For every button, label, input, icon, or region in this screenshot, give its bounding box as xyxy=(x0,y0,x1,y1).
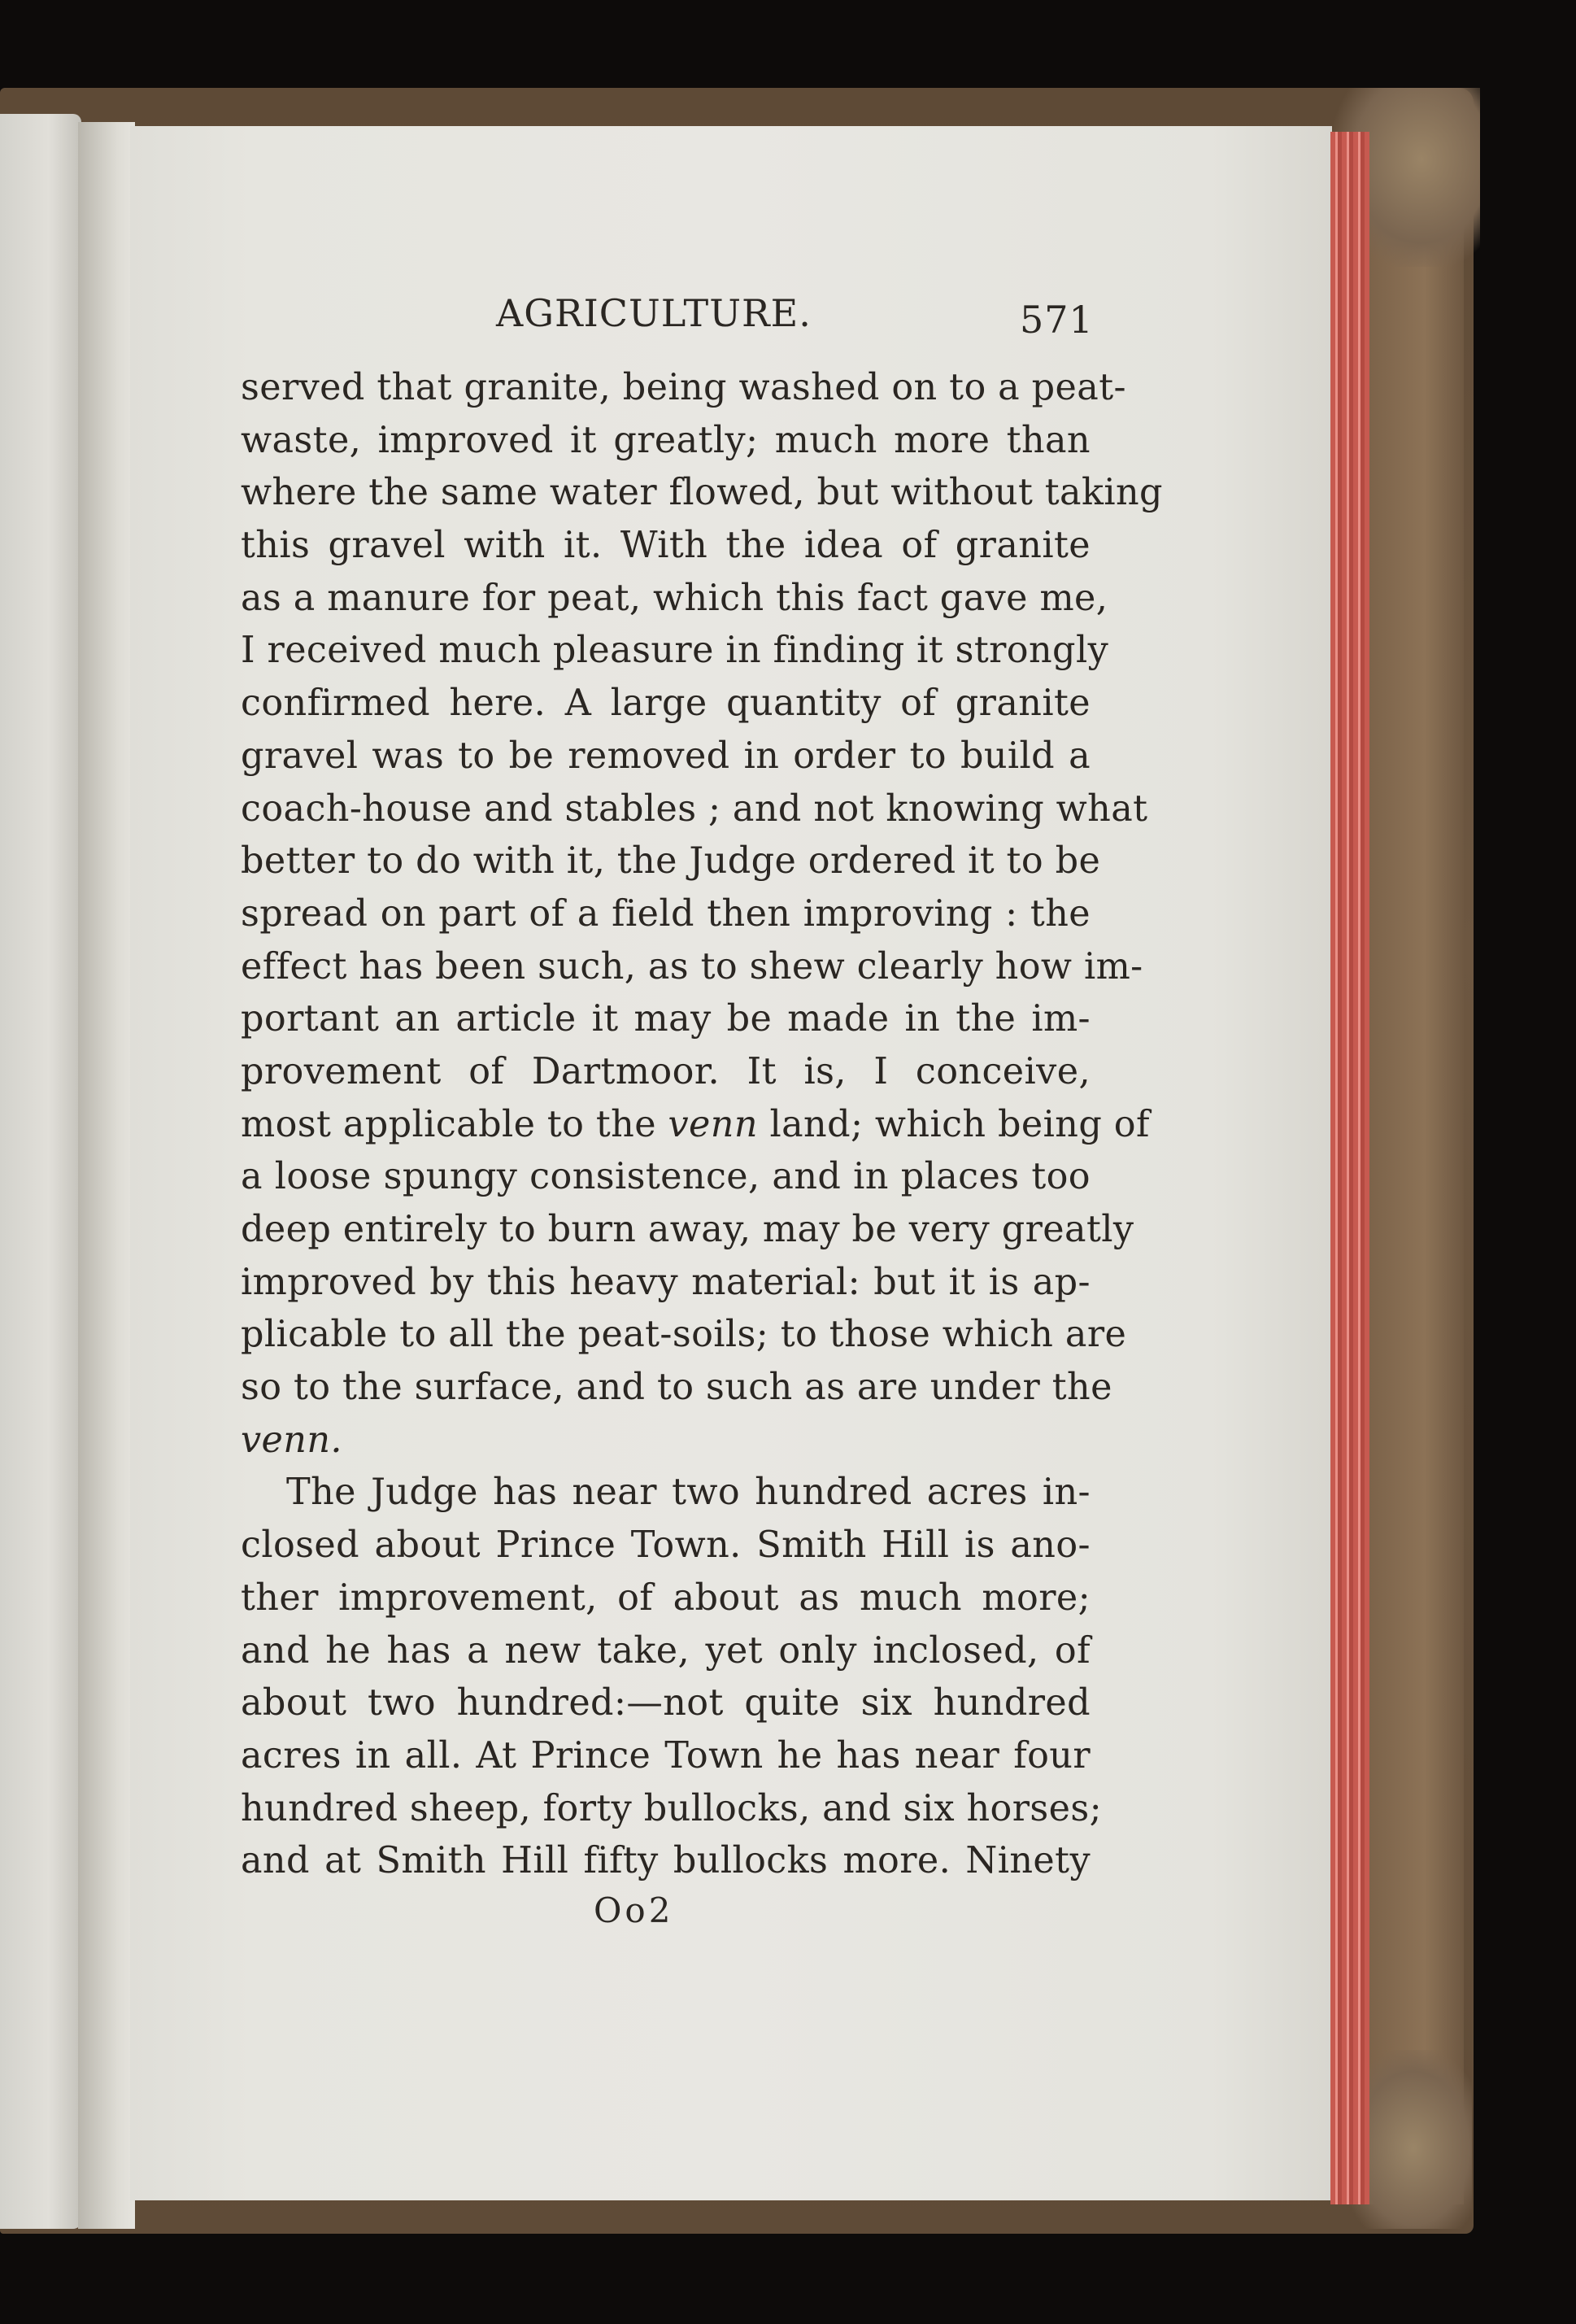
text-line: served that granite, being washed on to a peat- xyxy=(241,367,1126,408)
signature-mark: Oo2 xyxy=(594,1890,674,1930)
text-line-with-italic xyxy=(241,1099,1150,1152)
text-line: better to do with it, the Judge ordered it to be xyxy=(241,840,1101,883)
text-line: where the same water flowed, but without taking xyxy=(241,472,1163,514)
text-line: plicable to all the peat-soils; to those which are xyxy=(241,1314,1127,1356)
text-segment: land; which being of xyxy=(757,1103,1150,1145)
text-line: as a manure for peat, which this fact gave me, xyxy=(241,577,1108,619)
running-head: AGRICULTURE. xyxy=(496,291,812,335)
text-line: coach-house and stables ; and not knowing what xyxy=(241,787,1148,830)
text-line: and at Smith Hill fifty bullocks more. Ninety xyxy=(241,1840,1091,1882)
text-line: hundred sheep, forty bullocks, and six horses; xyxy=(241,1787,1103,1829)
paragraph-first-line: The Judge has near two hundred acres in- xyxy=(286,1472,1091,1514)
text-line: effect has been such, as to shew clearly how im- xyxy=(241,945,1143,988)
page-number: 571 xyxy=(1020,298,1094,342)
text-line: waste, improved it greatly; much more than xyxy=(241,419,1091,461)
text-line: I received much pleasure in finding it strongly xyxy=(241,630,1109,672)
cover-edge xyxy=(1366,122,1464,2204)
text-segment: most applicable to the xyxy=(241,1103,656,1145)
text-line: and he has a new take, yet only inclosed, of xyxy=(241,1629,1091,1672)
text-line: gravel was to be removed in order to build a xyxy=(241,735,1091,777)
text-line: improved by this heavy material: but it is ap- xyxy=(241,1261,1091,1303)
text-line: deep entirely to burn away, may be very greatly xyxy=(241,1209,1134,1250)
body-text xyxy=(241,362,1163,1888)
red-page-edges xyxy=(1330,132,1369,2204)
text-line: spread on part of a field then improving : the xyxy=(241,892,1091,935)
text-line: so to the surface, and to such as are under the xyxy=(241,1367,1112,1409)
italic-word: venn xyxy=(668,1103,758,1145)
opposite-page-edge xyxy=(0,114,81,2229)
text-line: this gravel with it. With the idea of granite xyxy=(241,525,1091,567)
text-line: closed about Prince Town. Smith Hill is ano- xyxy=(241,1524,1091,1567)
italic-word: venn. xyxy=(241,1419,342,1461)
page-gutter xyxy=(78,122,135,2229)
text-line: portant an article it may be made in the im- xyxy=(241,998,1091,1040)
text-line-italic xyxy=(241,1415,1091,1467)
text-line: acres in all. At Prince Town he has near four xyxy=(241,1734,1091,1777)
text-line: about two hundred:—not quite six hundred xyxy=(241,1682,1091,1724)
text-line: provement of Dartmoor. It is, I conceive, xyxy=(241,1050,1091,1092)
text-line: a loose spungy consistence, and in places too xyxy=(241,1156,1091,1198)
text-line: confirmed here. A large quantity of granite xyxy=(241,682,1091,725)
text-line: ther improvement, of about as much more; xyxy=(241,1576,1091,1619)
